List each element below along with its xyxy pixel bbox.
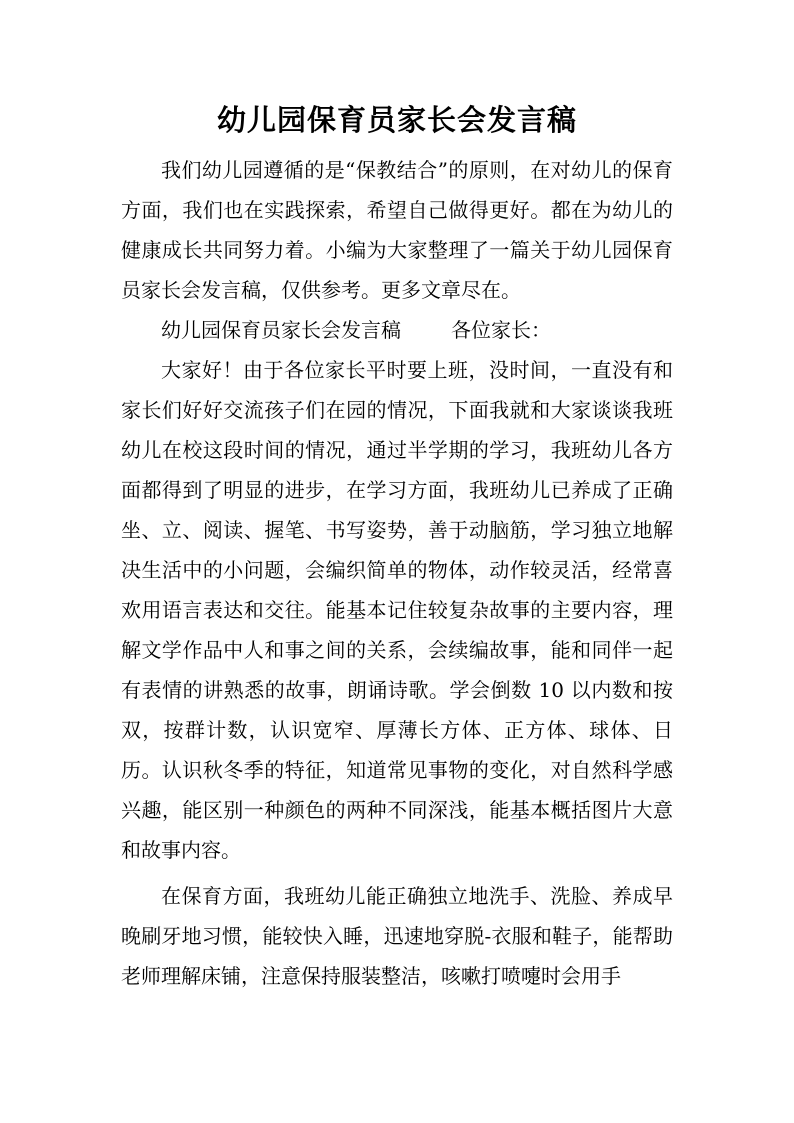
document-body — [121, 150, 673, 996]
body-paragraph-2: 在保育方面，我班幼儿能正确独立地洗手、洗脸、养成早晚刷牙地习惯，能较快入睡，迅速地穿脱-衣服和鞋子，能帮助老师理解床铺，注意保持服装整洁，咳嗽打喷嚏时会用手 — [121, 884, 673, 988]
salutation-line — [121, 310, 673, 350]
subtitle-text: 幼儿园保育员家长会发言稿 — [161, 318, 401, 342]
intro-paragraph: 我们幼儿园遵循的是“保教结合”的原则，在对幼儿的保育方面，我们也在实践探索，希望自己做得更好。都在为幼儿的健康成长共同努力着。小编为大家整理了一篇关于幼儿园保育员家长会发言稿，仅供参考。更多文章尽在。 — [121, 158, 673, 302]
body-paragraph-1: 大家好！由于各位家长平时要上班，没时间，一直没有和家长们好好交流孩子们在园的情况，下面我就和大家谈谈我班幼儿在校这段时间的情况，通过半学期的学习，我班幼儿各方面都得到了明显的进步，在学习方面，我班幼儿已养成了正确坐、立、阅读、握笔、书写姿势，善于动脑筋，学习独立地解决生活中的小问题，会编织简单的物体，动作较灵活，经常喜欢用语言表达和交往。能基本记住较复杂故事的主要内容，理解文学作品中人和事之间的关系，会续编故事，能和同伴一起有表情的讲熟悉的故事，朗诵诗歌。学会倒数 10 以内数和按双，按群计数，认识宽窄、厚薄长方体、正方体、球体、日历。认识秋冬季的特征，知道常见事物的变化，对自然科学感兴趣，能区别一种颜色的两种不同深浅，能基本概括图片大意和故事内容。 — [121, 358, 673, 862]
document-title: 幼儿园保育员家长会发言稿 — [216, 103, 577, 137]
greeting-text: 各位家长： — [451, 318, 551, 342]
